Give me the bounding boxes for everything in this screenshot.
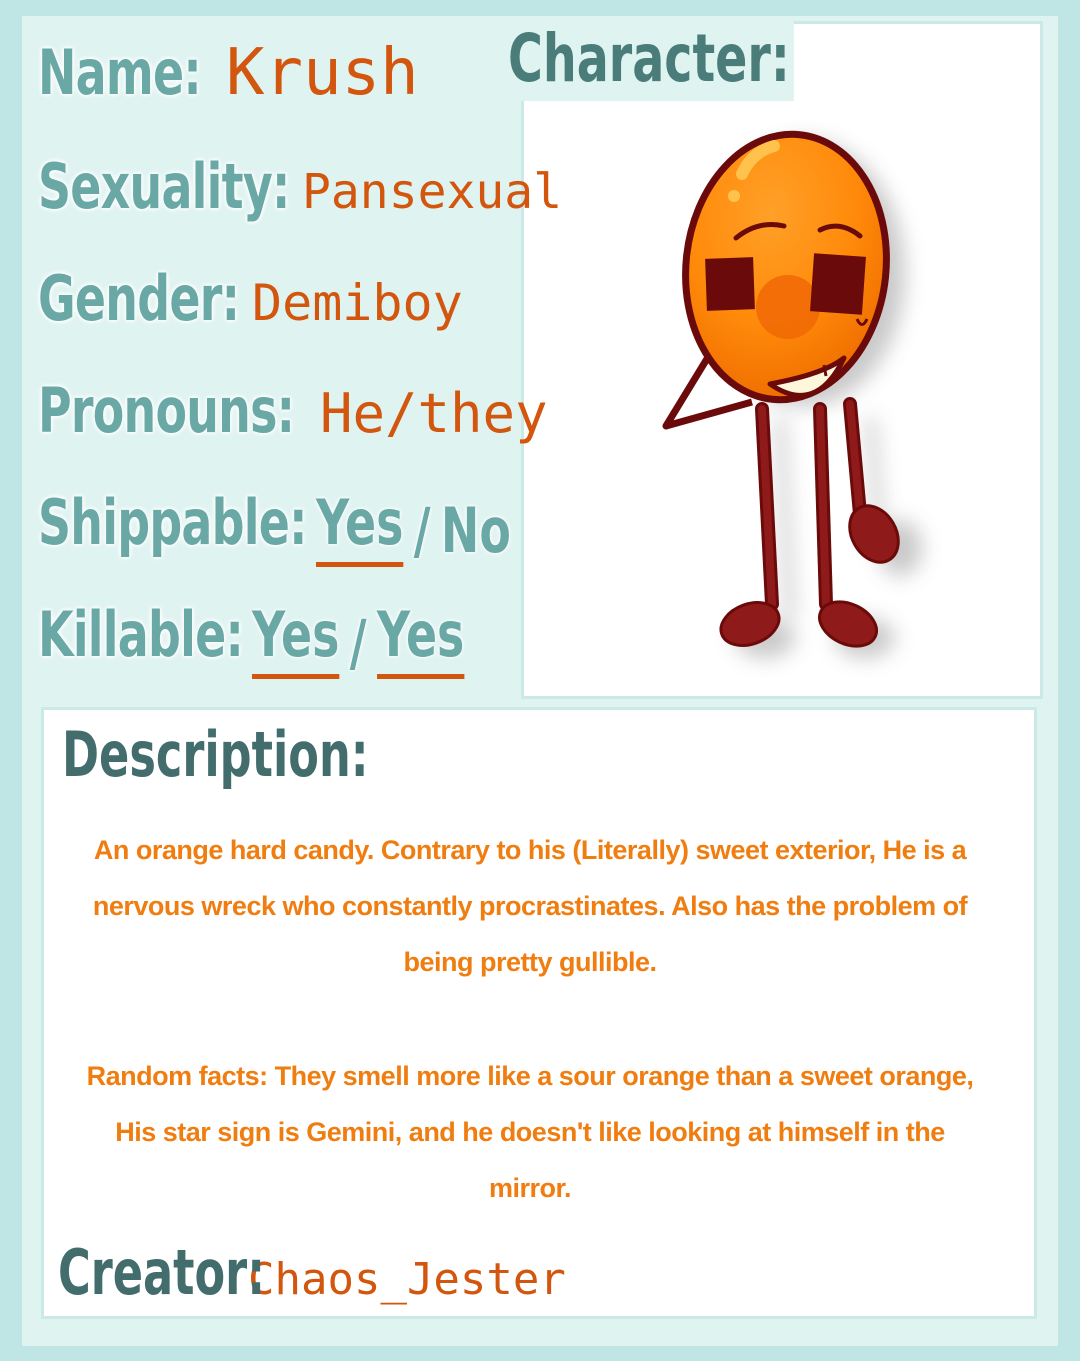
sexuality-field — [38, 150, 562, 223]
gender-value: Demiboy — [252, 274, 463, 332]
shippable-yes-option[interactable]: Yes — [316, 494, 403, 567]
shippable-separator: / — [413, 494, 431, 567]
gender-label: Gender: — [38, 262, 240, 335]
pronouns-value: He/they — [320, 382, 548, 445]
name-label: Name: — [38, 36, 201, 109]
description-paragraph-1: An orange hard candy. Contrary to his (Literally) sweet exterior, He is a nervous wreck who constantly procrastinates. Also has the problem of being pretty gullible. — [92, 835, 968, 977]
killable-yes-option-1[interactable]: Yes — [252, 606, 339, 679]
description-heading: Description: — [62, 718, 369, 791]
killable-label: Killable: — [38, 598, 244, 671]
sexuality-value: Pansexual — [302, 164, 563, 220]
shippable-label: Shippable: — [38, 486, 307, 559]
description-box — [44, 710, 1034, 1316]
name-field — [38, 36, 419, 110]
shippable-field — [38, 486, 579, 567]
description-paragraph-2: Random facts: They smell more like a sour orange than a sweet orange, His star sign is Gemini, and he doesn't like looking at himself in the mirror. — [86, 1061, 974, 1203]
pronouns-label: Pronouns: — [38, 374, 295, 447]
sexuality-label: Sexuality: — [38, 150, 290, 223]
name-value: Krush — [226, 36, 419, 110]
killable-field — [38, 598, 539, 679]
shippable-no-option[interactable]: No — [440, 494, 511, 567]
creator-label: Creator: — [58, 1236, 266, 1309]
gender-field — [38, 262, 463, 335]
creator-value: Chaos_Jester — [248, 1254, 566, 1305]
creator-field — [58, 1236, 566, 1309]
character-heading: Character: — [508, 20, 794, 101]
killable-yes-option-2[interactable]: Yes — [377, 606, 464, 679]
killable-separator: / — [349, 606, 367, 679]
character-illustration — [524, 24, 1040, 701]
pronouns-field — [38, 374, 548, 447]
